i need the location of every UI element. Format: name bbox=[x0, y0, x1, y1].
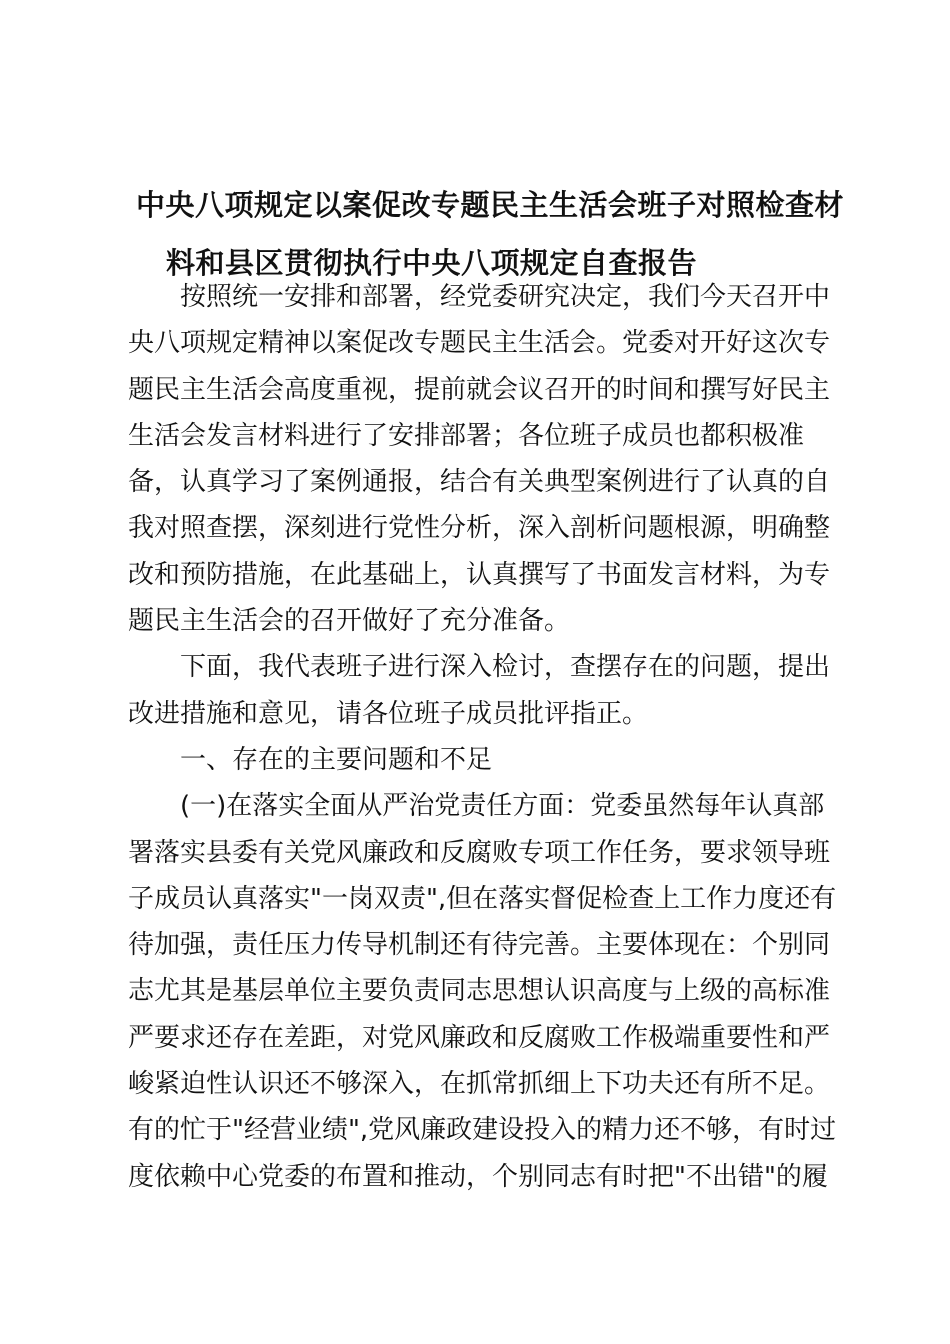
paragraph-intro-line-3: 题民主生活会高度重视，提前就会议召开的时间和撰写好民主 bbox=[128, 374, 831, 405]
paragraph-intro-line-1: 按照统一安排和部署，经党委研究决定，我们今天召开中 bbox=[180, 282, 831, 312]
paragraph-intro-line-6: 我对照查摆，深刻进行党性分析，深入剖析问题根源，明确整 bbox=[128, 513, 831, 544]
paragraph-problem-line-3: 子成员认真落实"一岗双责",但在落实督促检查上工作力度还有 bbox=[128, 883, 837, 914]
paragraph-problem-line-2: 署落实县委有关党风廉政和反腐败专项工作任务，要求领导班 bbox=[128, 837, 831, 868]
paragraph-problem-line-5: 志尤其是基层单位主要负责同志思想认识高度与上级的高标准 bbox=[128, 976, 831, 1007]
paragraph-problem-line-6: 严要求还存在差距，对党风廉政和反腐败工作极端重要性和严 bbox=[128, 1022, 831, 1053]
paragraph-problem-line-9: 度依赖中心党委的布置和推动，个别同志有时把"不出错"的履 bbox=[128, 1161, 828, 1192]
paragraph-problem-line-1: (一)在落实全面从严治党责任方面：党委虽然每年认真部 bbox=[180, 791, 825, 822]
paragraph-intro-line-2: 央八项规定精神以案促改专题民主生活会。党委对开好这次专 bbox=[128, 328, 831, 359]
title-line-1: 中央八项规定以案促改专题民主生活会班子对照检查材 bbox=[136, 188, 845, 222]
paragraph-intro-line-7: 改和预防措施，在此基础上，认真撰写了书面发言材料，为专 bbox=[128, 559, 831, 590]
paragraph-problem-line-8: 有的忙于"经营业绩",党风廉政建设投入的精力还不够，有时过 bbox=[128, 1115, 837, 1146]
paragraph-intro-line-5: 备，认真学习了案例通报，结合有关典型案例进行了认真的自 bbox=[128, 467, 831, 498]
title-line-2: 料和县区贯彻执行中央八项规定自查报告 bbox=[166, 246, 698, 280]
document-body bbox=[128, 274, 837, 1200]
section-heading: 一、存在的主要问题和不足 bbox=[180, 744, 493, 775]
paragraph-review-line-2: 改进措施和意见，请各位班子成员批评指正。 bbox=[128, 698, 649, 729]
paragraph-intro-line-4: 生活会发言材料进行了安排部署；各位班子成员也都积极准 bbox=[128, 420, 805, 451]
paragraph-problem-line-7: 峻紧迫性认识还不够深入，在抓常抓细上下功夫还有所不足。 bbox=[128, 1069, 831, 1100]
paragraph-problem-line-4: 待加强，责任压力传导机制还有待完善。主要体现在：个别同 bbox=[128, 930, 831, 961]
paragraph-intro-line-8: 题民主生活会的召开做好了充分准备。 bbox=[128, 606, 571, 637]
paragraph-review-line-1: 下面，我代表班子进行深入检讨，查摆存在的问题，提出 bbox=[180, 652, 831, 683]
